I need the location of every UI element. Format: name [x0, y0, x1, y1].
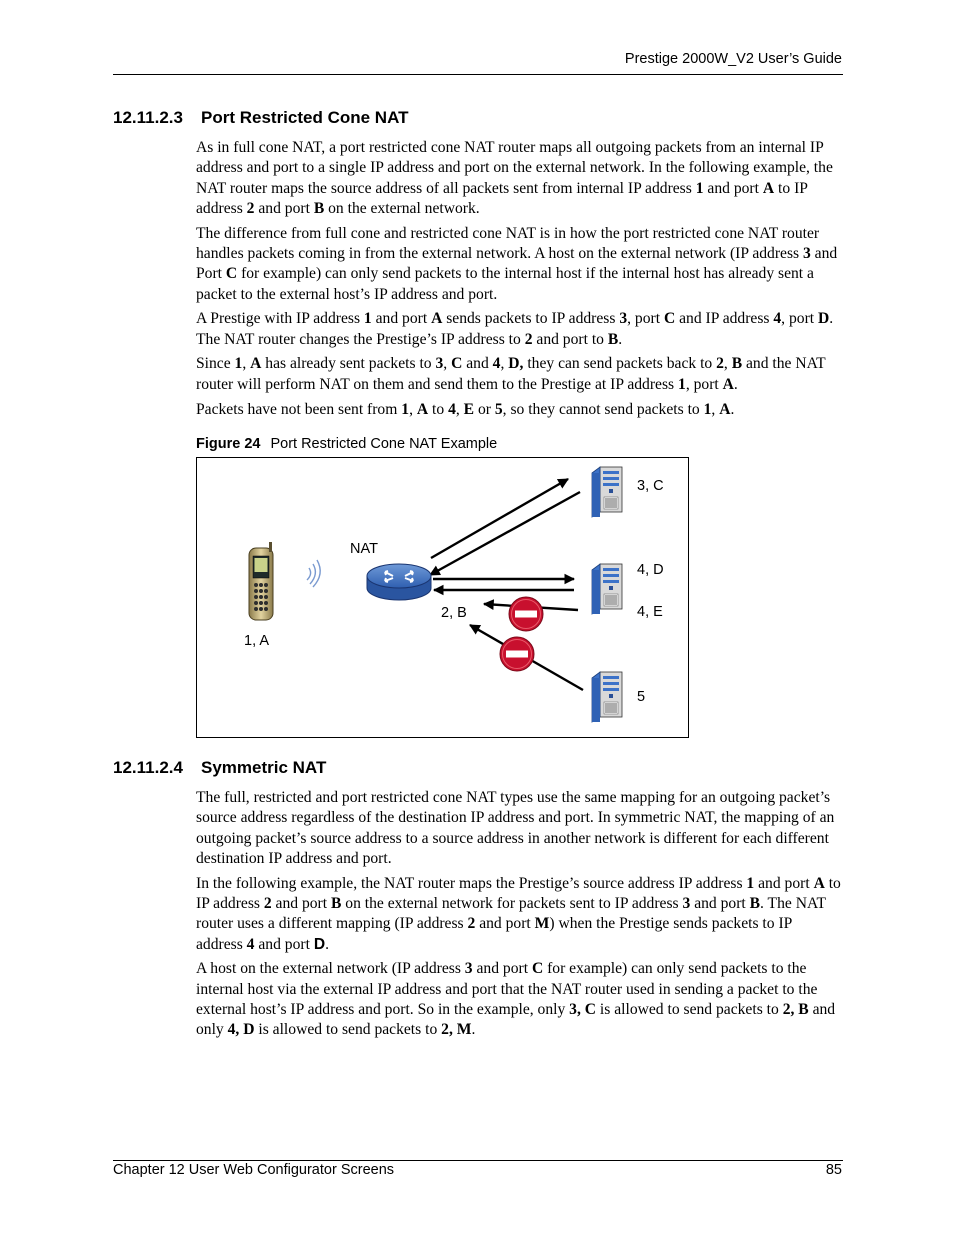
bold-term: 2 — [716, 355, 724, 373]
nat-router-icon — [367, 564, 431, 600]
nat-diagram-svg — [197, 458, 688, 737]
text-run: and port — [472, 960, 532, 978]
bold-term: C — [225, 265, 238, 283]
bold-term: 2 — [467, 915, 476, 933]
text-run: . The NAT router changes the Prestige’s IP address to — [196, 310, 834, 348]
host-3c-label: 3, C — [637, 478, 664, 494]
section-body-port-restricted — [196, 138, 841, 424]
bold-term: C — [531, 960, 544, 978]
bold-term: 4 — [246, 935, 255, 953]
bold-term: 3 — [682, 894, 691, 912]
bold-term: D, — [508, 355, 524, 373]
bold-term: A — [416, 400, 429, 418]
paragraph — [196, 788, 841, 869]
text-run: for example) can only send packets to the internal host via the external IP address and port that the NAT router used in sending a packet to the external host’s IP address and port. So in the example, only — [196, 960, 818, 1018]
text-run: , — [409, 400, 417, 418]
text-run: has already sent packets to — [261, 355, 436, 373]
text-run: to — [428, 400, 449, 418]
bold-term: B — [313, 199, 325, 217]
paragraph — [196, 959, 841, 1040]
prestige-phone-icon — [249, 542, 273, 620]
bold-term: E — [463, 400, 475, 418]
page-number: 85 — [825, 1162, 842, 1178]
section-title: Port Restricted Cone NAT — [201, 108, 409, 127]
host-4e-label: 4, E — [637, 604, 663, 620]
text-run: and — [462, 355, 493, 373]
text-run: The difference from full cone and restricted cone NAT is in how the port restricted cone NAT router handles packets coming in from the external network. A host on the external network (IP address — [196, 224, 820, 262]
bold-term: 3 — [464, 960, 473, 978]
text-run: , — [711, 400, 720, 418]
text-run: , — [455, 400, 464, 418]
header-rule — [113, 74, 843, 75]
server-icon — [592, 467, 622, 517]
bold-term: C — [451, 355, 463, 373]
bold-term: C — [663, 310, 676, 328]
arrow-from-host-3c — [430, 492, 580, 575]
text-run: . — [471, 1021, 476, 1039]
bold-term: 2 — [246, 199, 255, 217]
bold-term: 2, B — [782, 1000, 809, 1018]
bold-term: 5 — [494, 400, 503, 418]
bold-term: A — [813, 874, 825, 892]
bold-term: 4, D — [227, 1021, 255, 1039]
text-run: and port — [690, 894, 750, 912]
phone-label: 1, A — [244, 633, 269, 649]
text-run: . — [730, 400, 735, 418]
bold-term: 4 — [492, 355, 501, 373]
text-run: and port — [703, 179, 763, 197]
bold-term: 2 — [263, 894, 272, 912]
bold-term: M — [534, 915, 550, 933]
paragraph — [196, 874, 841, 955]
text-run: and port — [475, 915, 535, 933]
text-run: is allowed to send packets to — [254, 1021, 442, 1039]
text-run: sends packets to IP address — [442, 310, 620, 328]
text-run: , — [242, 355, 251, 373]
text-run: . — [618, 330, 623, 348]
text-run: is allowed to send packets to — [596, 1000, 783, 1018]
bold-term: A — [719, 400, 731, 418]
footer-chapter: Chapter 12 User Web Configurator Screens — [113, 1162, 395, 1178]
bold-term: 4 — [773, 310, 782, 328]
figure-label: Figure 24 — [196, 436, 261, 452]
text-run: and port — [254, 935, 314, 953]
figure-caption-text: Port Restricted Cone NAT Example — [270, 436, 498, 452]
bold-term: 4 — [448, 400, 456, 418]
section-number: 12.11.2.4 — [113, 758, 183, 777]
text-run: Since — [196, 355, 235, 373]
bold-term: 1 — [695, 179, 704, 197]
text-run: or — [474, 400, 495, 418]
paragraph — [196, 224, 841, 305]
wireless-signal-icon — [307, 560, 320, 587]
text-run: . — [733, 375, 738, 393]
text-run: on the external network. — [324, 199, 480, 217]
text-run: Packets have not been sent from — [196, 400, 402, 418]
text-run: . The NAT router uses a different mapping (IP address — [196, 894, 826, 933]
figure-caption — [196, 436, 497, 452]
bold-term: 2, M — [441, 1021, 472, 1039]
bold-term: 2 — [524, 330, 533, 348]
host-4d-label: 4, D — [637, 562, 664, 578]
text-run: A host on the external network (IP address — [196, 960, 465, 978]
text-run: and the NAT router will perform NAT on them and send them to the Prestige at IP address — [196, 355, 826, 393]
running-header: Prestige 2000W_V2 User’s Guide — [624, 51, 842, 67]
text-run: In the following example, the NAT router maps the Prestige’s source address IP address — [196, 874, 747, 892]
text-run: A Prestige with IP address — [196, 310, 364, 328]
bold-term: 1 — [746, 874, 755, 892]
bold-term: 1 — [234, 355, 243, 373]
nat-label: NAT — [350, 541, 378, 557]
footer-rule — [113, 1160, 843, 1161]
text-run: , port — [685, 375, 723, 393]
paragraph — [196, 138, 841, 219]
text-run: , — [443, 355, 452, 373]
text-run: , port — [627, 310, 664, 328]
text-run: and port to — [532, 330, 608, 348]
bold-term: 1 — [678, 375, 686, 393]
text-run: , — [723, 355, 732, 373]
section-title: Symmetric NAT — [201, 758, 327, 777]
text-run: As in full cone NAT, a port restricted cone NAT router maps all outgoing packets from an internal IP address and port to a single IP address and port on the external network. In the following example, the NAT router maps the source address of all packets sent from internal IP address — [196, 139, 833, 197]
section-body-symmetric — [196, 788, 841, 1045]
paragraph — [196, 400, 841, 420]
text-run: for example) can only send packets to the internal host if the internal host has already sent a packet to the external host’s IP address and port. — [196, 265, 814, 303]
no-entry-icon — [500, 637, 534, 671]
host-5-label: 5 — [637, 689, 646, 705]
text-run: and only — [196, 1000, 836, 1039]
server-icon — [592, 672, 622, 722]
bold-term: B — [331, 894, 342, 912]
text-run: on the external network for packets sent to IP address — [341, 894, 683, 912]
bold-term: A — [722, 375, 734, 393]
text-run: to IP address — [196, 179, 808, 217]
text-run: and Port — [196, 244, 838, 283]
no-entry-icon — [509, 597, 543, 631]
bold-term: B — [607, 330, 619, 348]
section-heading-symmetric — [113, 758, 326, 778]
bold-term: 3 — [435, 355, 444, 373]
text-run: The full, restricted and port restricted cone NAT types use the same mapping for an outgoing packet’s source address regardless of the destination IP address and port. In symmetric NAT, the mapping of an outgoing packet’s source address to a source address in another network is different for each different destination IP address and port. — [196, 789, 835, 867]
figure-nat-diagram — [196, 457, 689, 738]
text-run: ) when the Prestige sends packets to IP address — [196, 915, 792, 953]
bold-term: 1 — [363, 310, 372, 328]
bold-term: 1 — [703, 400, 712, 418]
server-icon — [592, 564, 622, 614]
bold-term: D — [818, 310, 830, 328]
text-run: and port — [371, 310, 432, 328]
arrow-to-host-3c — [431, 479, 568, 558]
paragraph — [196, 309, 841, 350]
text-run: and port — [271, 894, 331, 912]
text-run: and port — [254, 199, 314, 217]
text-run: to IP address — [196, 874, 841, 912]
text-run: , port — [781, 310, 818, 328]
text-run: , so they cannot send packets to — [502, 400, 704, 418]
bold-term: 3, C — [569, 1000, 597, 1018]
bold-term: D — [313, 935, 326, 953]
section-number: 12.11.2.3 — [113, 108, 183, 127]
router-port-label: 2, B — [441, 605, 467, 621]
bold-term: 3 — [802, 244, 811, 262]
text-run: they can send packets back to — [523, 355, 717, 373]
text-run: and IP address — [675, 310, 774, 328]
bold-term: A — [762, 179, 775, 197]
paragraph — [196, 354, 841, 395]
bold-term: B — [731, 355, 743, 373]
bold-term: B — [749, 894, 761, 912]
bold-term: A — [250, 355, 262, 373]
bold-term: 3 — [619, 310, 628, 328]
section-heading-port-restricted — [113, 108, 409, 128]
text-run: and port — [754, 874, 814, 892]
text-run: , — [500, 355, 509, 373]
text-run: . — [325, 935, 329, 953]
bold-term: A — [431, 310, 443, 328]
bold-term: 1 — [401, 400, 410, 418]
